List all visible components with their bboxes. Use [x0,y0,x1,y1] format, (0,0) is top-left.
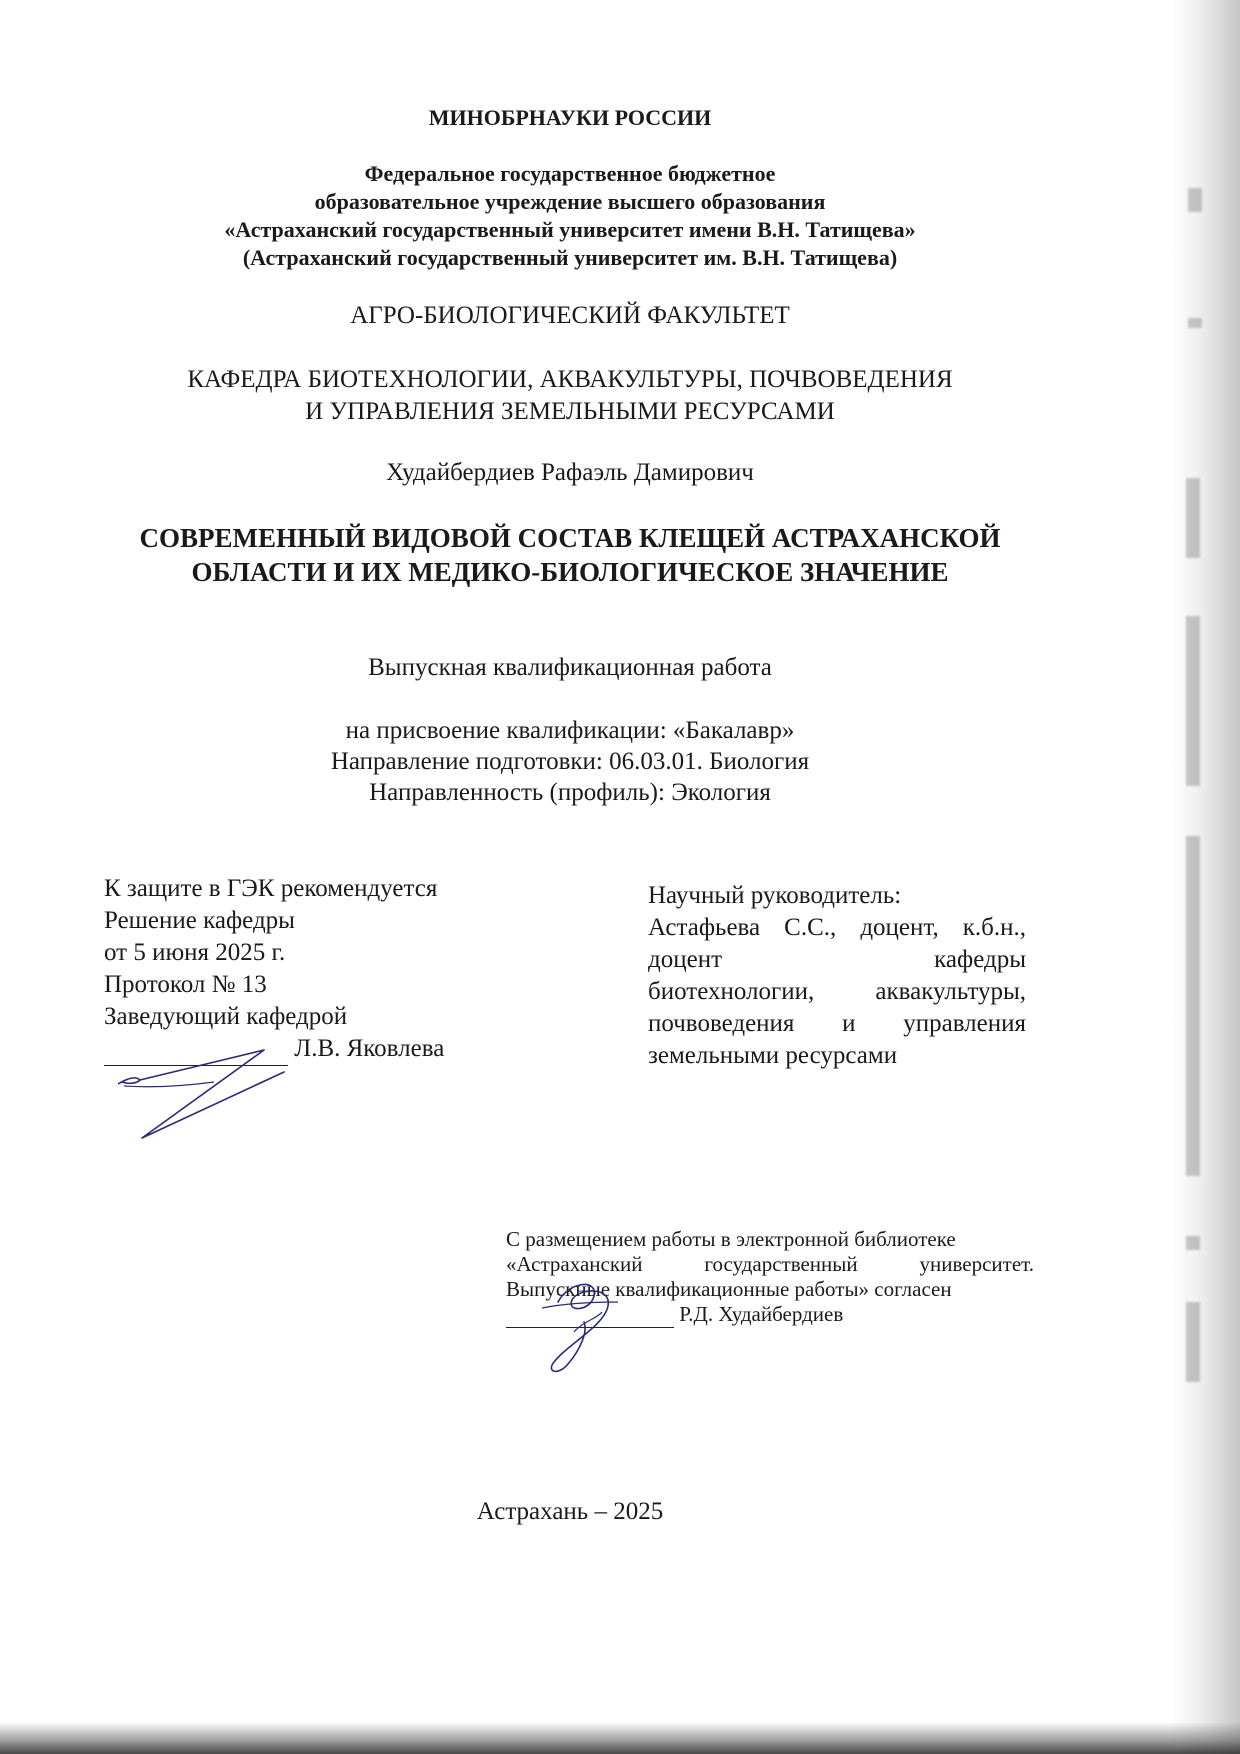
bleed-through-mark [1188,318,1202,328]
qualification-line: Направление подготовки: 06.03.01. Биология [330,748,810,775]
bleed-through-mark [1188,188,1202,212]
department-line: КАФЕДРА БИОТЕХНОЛОГИИ, АКВАКУЛЬТУРЫ, ПОЧВОВЕДЕНИЯ [187,366,953,393]
city-year-text: Астрахань – 2025 [476,1498,664,1525]
head-handwritten-signature [114,1042,314,1142]
faculty-text: АГРО-БИОЛОГИЧЕСКИЙ ФАКУЛЬТЕТ [350,302,790,329]
bleed-through-mark [1186,478,1200,558]
author-text: Худайбердиев Рафаэль Дамирович [386,459,754,486]
consent-line: «Астраханский государственный университет. [506,1252,1034,1276]
work-type-text: Выпускная квалификационная работа [368,654,772,681]
supervisor-line: земельными ресурсами [648,1042,898,1069]
scan-bottom-shadow [0,1722,1240,1754]
defense-recommendation-block [104,873,524,1066]
university-line: (Астраханский государственный университет им. В.Н. Татищева) [242,245,898,270]
defense-line: К защите в ГЭК рекомендуется [104,875,438,902]
university-line: Федеральное государственное бюджетное [364,161,776,186]
city-year [90,1496,1050,1528]
university-line: «Астраханский государственный университет имени В.Н. Татищева» [224,217,916,242]
supervisor-line: биотехнологии, аквакультуры, [648,978,1026,1005]
author-name [90,457,1050,489]
ministry-heading [90,104,1050,132]
department-line: И УПРАВЛЕНИЯ ЗЕМЕЛЬНЫМИ РЕСУРСАМИ [305,398,835,425]
defense-line: от 5 июня 2025 г. [104,939,286,966]
title-line: СОВРЕМЕННЫЙ ВИДОВОЙ СОСТАВ КЛЕЩЕЙ АСТРАХАНСКОЙ [139,523,1001,553]
faculty-heading [90,300,1050,332]
defense-line: Решение кафедры [104,907,295,934]
signer-name: Р.Д. Худайбердиев [679,1302,844,1326]
bleed-through-mark [1186,616,1200,786]
head-name: Л.В. Яковлева [294,1035,445,1062]
defense-line: Протокол № 13 [104,971,267,998]
qualification-line: Направленность (профиль): Экология [369,779,771,806]
supervisor-line: Астафьева С.С., доцент, к.б.н., [648,914,1026,941]
ministry-text: МИНОБРНАУКИ РОССИИ [428,105,712,130]
supervisor-line: почвоведения и управления [648,1010,1026,1037]
bleed-through-mark [1186,836,1200,1176]
consent-line: Выпускные квалификационные работы» согласен [506,1277,952,1301]
bleed-through-mark [1186,1302,1200,1382]
qualification-block [90,715,1050,808]
supervisor-line: доцент кафедры [648,946,1026,973]
thesis-title [90,521,1050,589]
author-handwritten-signature [528,1272,638,1382]
defense-line: Заведующий кафедрой [104,1003,348,1030]
page-edge-shadow [1172,0,1240,1754]
qualification-line: на присвоение квалификации: «Бакалавр» [345,717,795,744]
university-block [90,160,1050,272]
work-type [90,652,1050,684]
university-line: образовательное учреждение высшего образования [314,189,826,214]
title-line: ОБЛАСТИ И ИХ МЕДИКО-БИОЛОГИЧЕСКОЕ ЗНАЧЕНИЕ [191,557,949,587]
department-heading [90,364,1050,428]
consent-line: С размещением работы в электронной библиотеке [506,1227,956,1251]
supervisor-block [648,880,1026,1072]
bleed-through-mark [1186,1236,1200,1250]
supervisor-label: Научный руководитель: [648,882,902,909]
